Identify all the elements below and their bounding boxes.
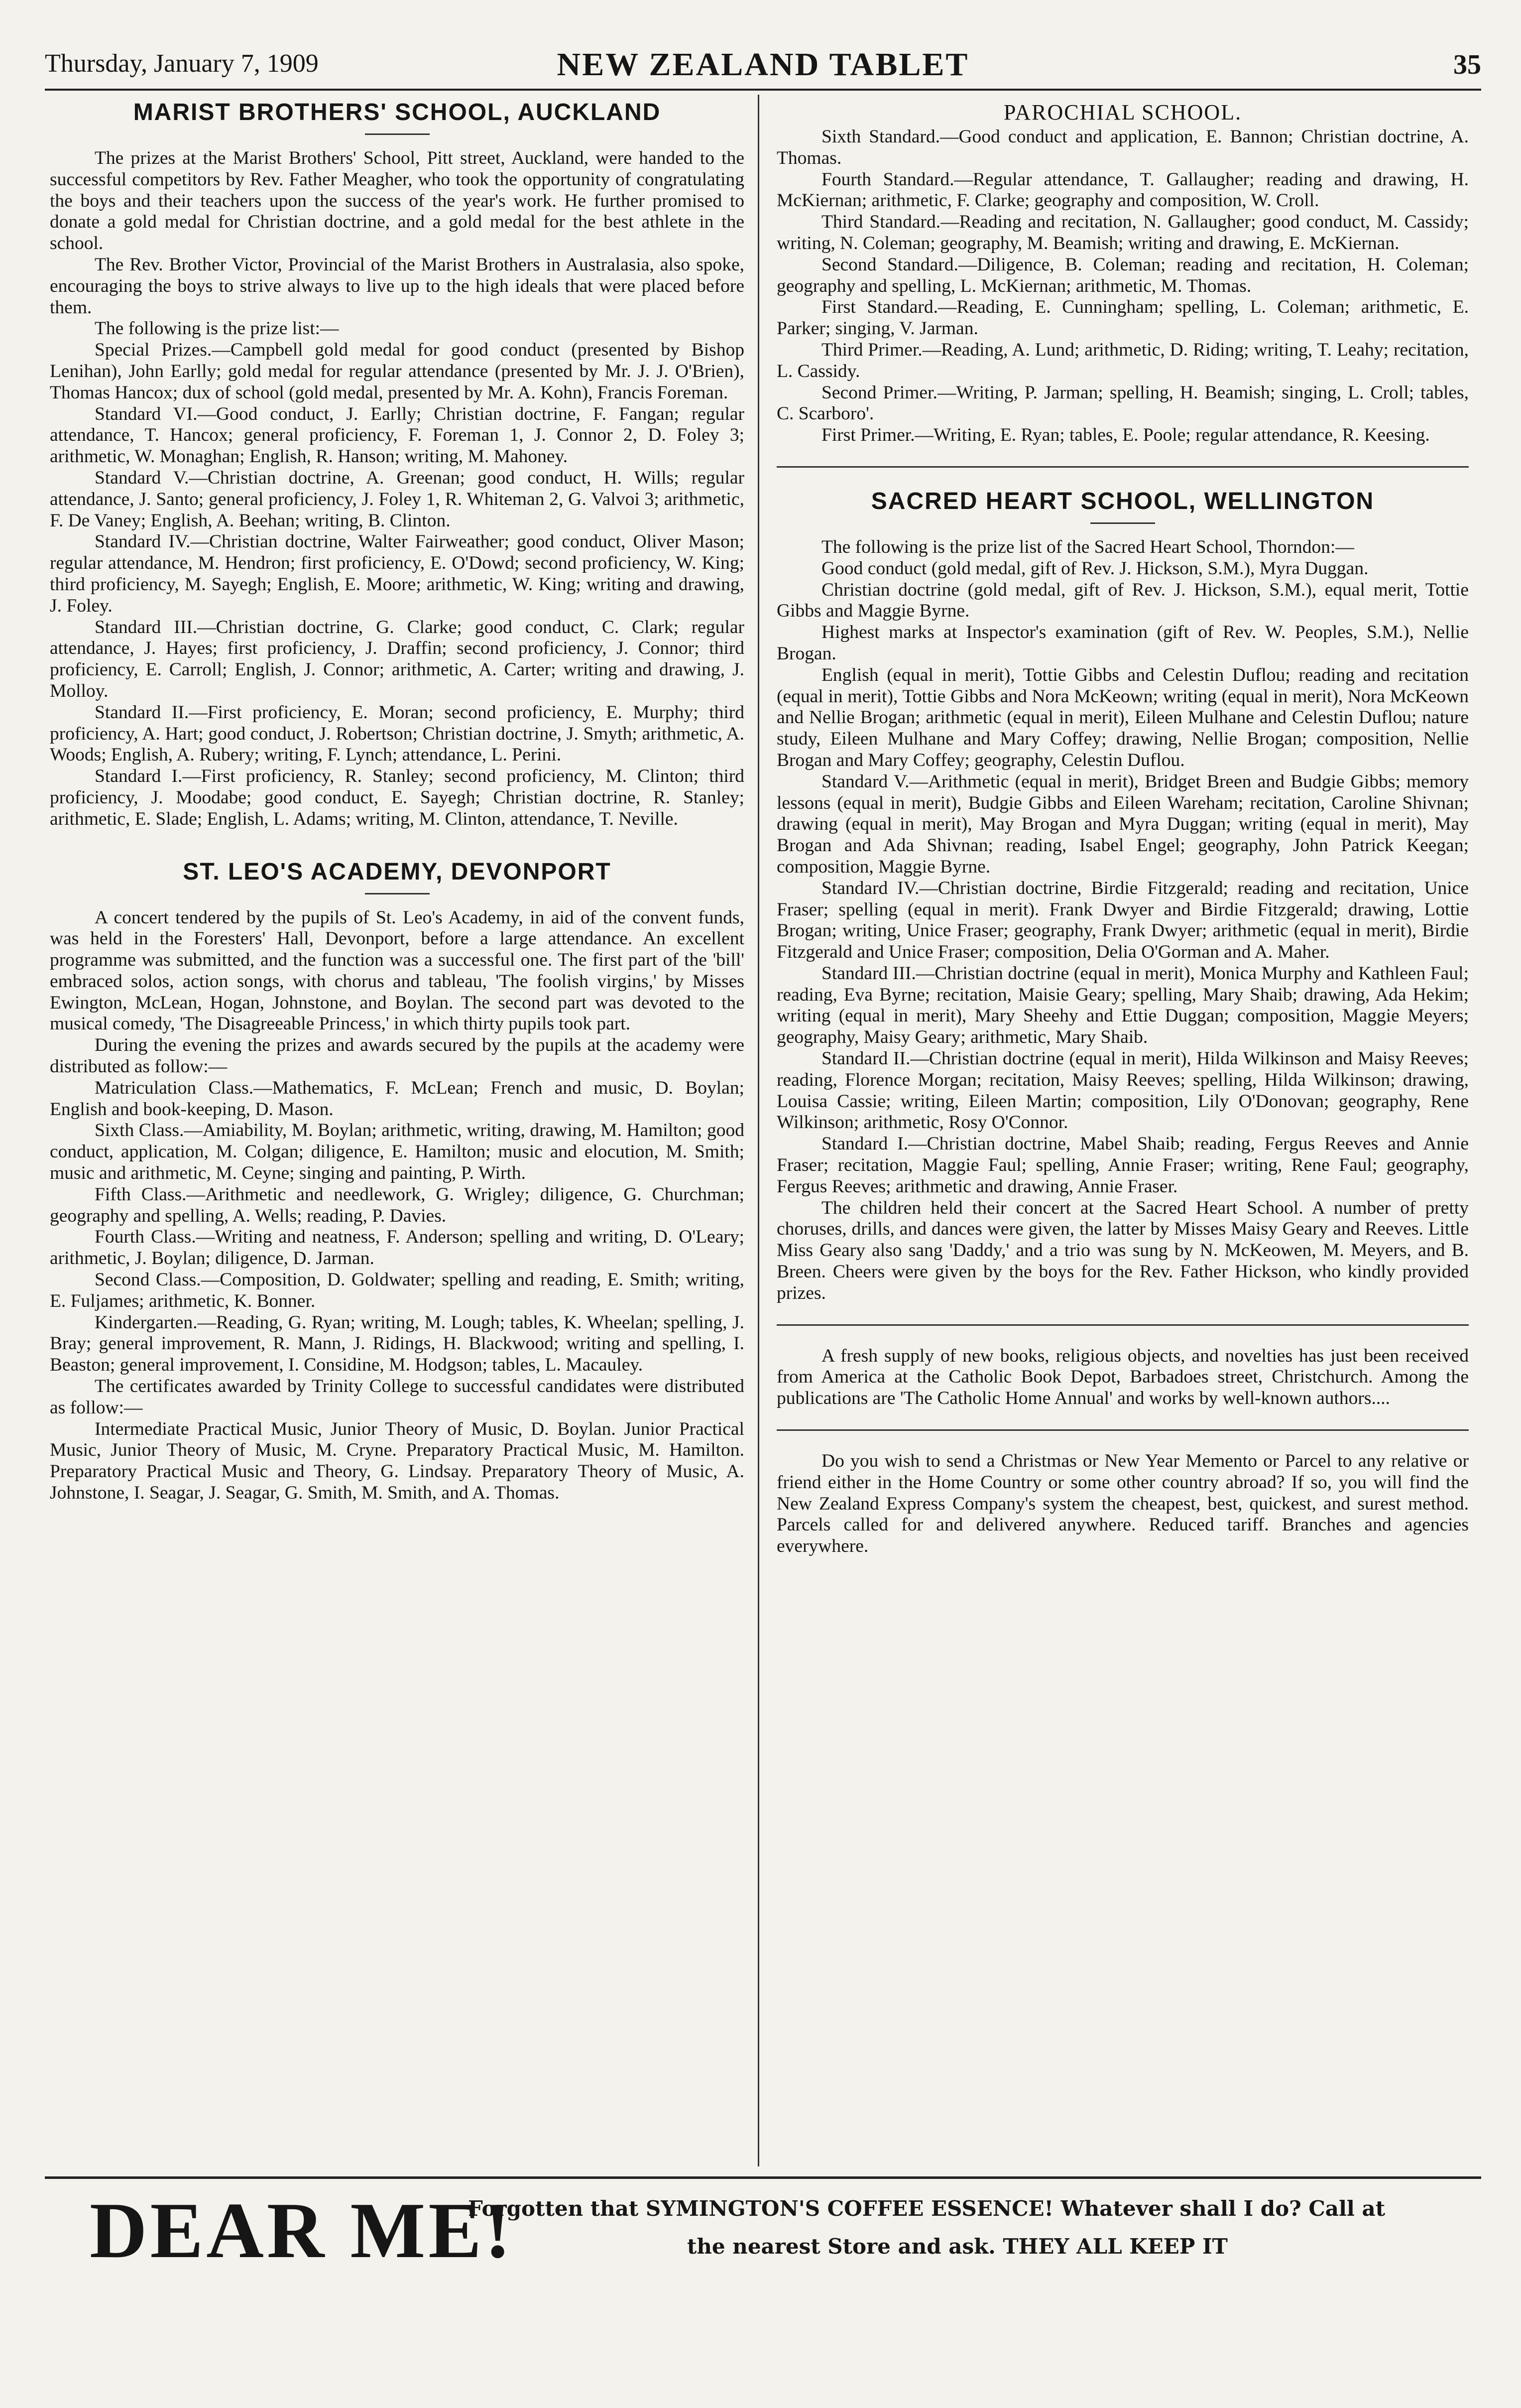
left-column (50, 99, 744, 1504)
article-paragraph: The Rev. Brother Victor, Provincial of the Marist Brothers in Australasia, also spoke, encouraging the boys to strive always to live up to the high ideals that were placed before them. (50, 254, 744, 318)
article-paragraph: English (equal in merit), Tottie Gibbs and Celestin Duflou; reading and recitation (equal in merit), Tottie Gibbs and Nora McKeown; writing (equal in merit), Nora McKeown and Nellie Brogan; arithmetic (equal in merit), Eileen Mulhane and Celestin Duflou; nature study, Eileen Mulhane and Mary Coffey; drawing, Nellie Brogan; composition, Nellie Brogan and Mary Coffey; geography, Celestin Duflou. (777, 664, 1469, 770)
article-paragraph: Special Prizes.—Campbell gold medal for good conduct (presented by Bishop Lenihan), John Earlly; gold medal for regular attendance (presented by Mr. J. J. O'Brien), Thomas Hancox; dux of school (gold medal, presented by Mr. A. Kohn), Francis Foreman. (50, 340, 744, 403)
article-paragraph: Matriculation Class.—Mathematics, F. McLean; French and music, D. Boylan; English and book-keeping, D. Mason. (50, 1077, 744, 1120)
article-paragraph: Good conduct (gold medal, gift of Rev. J. Hickson, S.M.), Myra Duggan. (821, 558, 1369, 579)
advert-headline: DEAR ME! (90, 2186, 514, 2275)
article-paragraph: The following is the prize list of the Sacred Heart School, Thorndon:— (821, 536, 1354, 557)
section-rule (777, 1324, 1469, 1326)
title-rule (365, 133, 430, 135)
title-rule (365, 893, 430, 894)
section-rule (777, 1429, 1469, 1431)
article-paragraph: Standard I.—Christian doctrine, Mabel Shaib; reading, Fergus Reeves and Annie Fraser; recitation, Maggie Faul; spelling, Annie Fraser; writing, Rene Faul; geography, Fergus Reeves; arithmetic and drawing, Annie Fraser. (777, 1134, 1469, 1197)
advert-line-2: the nearest Store and ask. THEY ALL KEEP IT (687, 2234, 1228, 2259)
article-title: MARIST BROTHERS' SCHOOL, AUCKLAND (133, 99, 661, 126)
page-number: 35 (1453, 49, 1481, 80)
article-paragraph: Third Primer.—Reading, A. Lund; arithmetic, D. Riding; writing, T. Leahy; recitation, L. Cassidy. (777, 339, 1469, 381)
article-paragraph: First Standard.—Reading, E. Cunningham; spelling, L. Coleman; arithmetic, E. Parker; singing, V. Jarman. (777, 297, 1469, 339)
article-paragraph: Kindergarten.—Reading, G. Ryan; writing, M. Lough; tables, K. Wheelan; spelling, J. Bray; general improvement, R. Mann, J. Ridings, H. Blackwood; writing and spelling, I. Beaston; general improvement, I. Considine, M. Hodgson; tables, L. Macauley. (50, 1312, 744, 1376)
column-divider (758, 95, 759, 2166)
article-paragraph: Fourth Class.—Writing and neatness, F. Anderson; spelling and writing, D. O'Leary; arithmetic, J. Boylan; diligence, D. Jarman. (50, 1227, 744, 1269)
issue-date: Thursday, January 7, 1909 (45, 49, 319, 78)
article-paragraph: Highest marks at Inspector's examination (gift of Rev. W. Peoples, S.M.), Nellie Brogan. (777, 622, 1469, 664)
article-paragraph: Fourth Standard.—Regular attendance, T. Gallaugher; reading and drawing, H. McKiernan; arithmetic, F. Clarke; geography and composition, W. Croll. (777, 169, 1469, 211)
article-paragraph: The prizes at the Marist Brothers' School, Pitt street, Auckland, were handed to the successful competitors by Rev. Father Meagher, who took the opportunity of congratulating the boys and their teachers upon the success of the year's work. He further promised to donate a gold medal for Christian doctrine, and a gold medal for the best athlete in the school. (50, 148, 744, 254)
article-paragraph: Intermediate Practical Music, Junior Theory of Music, D. Boylan. Junior Practical Music, Junior Theory of Music, M. Cryne. Preparatory Practical Music, M. Hamilton. Preparatory Practical Music and Theory, G. Lindsay. Preparatory Theory of Music, A. Johnstone, I. Seagar, J. Seagar, G. Smith, M. Smith, and A. Thomas. (50, 1418, 744, 1504)
notice-books: A fresh supply of new books, religious objects, and novelties has just been received from America at the Catholic Book Depot, Barbadoes street, Christchurch. Among the publications are 'The Catholic Home Annual' and works by well-known authors.... (777, 1345, 1469, 1409)
article-paragraph: Standard II.—First proficiency, E. Moran; second proficiency, E. Murphy; third proficiency, A. Hart; good conduct, J. Robertson; Christian doctrine, J. Smyth; arithmetic, A. Woods; English, A. Rubery; writing, F. Lynch; attendance, L. Perini. (50, 702, 744, 765)
article-paragraph: Standard IV.—Christian doctrine, Birdie Fitzgerald; reading and recitation, Unice Fraser; spelling (equal in merit). Frank Dwyer and Birdie Fitzgerald; drawing, Lottie Brogan; writing, Unice Fraser; geography, Frank Dwyer; arithmetic (equal in merit), Birdie Fitzgerald and Unice Fraser; composition, Delia O'Gorman and A. Maher. (777, 878, 1469, 963)
article-paragraph: Second Primer.—Writing, P. Jarman; spelling, H. Beamish; singing, L. Croll; tables, C. Scarboro'. (777, 382, 1469, 424)
article-paragraph: Standard I.—First proficiency, R. Stanley; second proficiency, M. Clinton; third proficiency, J. Moodabe; good conduct, E. Sayegh; Christian doctrine, R. Stanley; arithmetic, E. Slade; English, L. Adams; writing, M. Clinton, attendance, T. Neville. (50, 766, 744, 829)
article-paragraph: Sixth Standard.—Good conduct and application, E. Bannon; Christian doctrine, A. Thomas. (777, 127, 1469, 168)
article-paragraph: Second Class.—Composition, D. Goldwater; spelling and reading, E. Smith; writing, E. Fuljames; arithmetic, K. Bonner. (50, 1269, 744, 1311)
article-paragraph: During the evening the prizes and awards secured by the pupils at the academy were distributed as follow:— (50, 1035, 744, 1077)
section-gap (50, 830, 744, 858)
article-paragraph: Standard IV.—Christian doctrine, Walter Fairweather; good conduct, Oliver Mason; regular attendance, M. Hendron; first proficiency, E. O'Dowd; second proficiency, W. King; third proficiency, M. Sayegh; English, E. Moore; arithmetic, W. King; writing and drawing, J. Foley. (50, 531, 744, 616)
coffee-advert (90, 2185, 1484, 2285)
article-paragraph: Second Standard.—Diligence, B. Coleman; reading and recitation, H. Coleman; geography and spelling, L. McKiernan; arithmetic, M. Thomas. (777, 254, 1469, 296)
article-paragraph: First Primer.—Writing, E. Ryan; tables, E. Poole; regular attendance, R. Keesing. (821, 425, 1430, 446)
article-paragraph: Christian doctrine (gold medal, gift of Rev. J. Hickson, S.M.), equal merit, Tottie Gibbs and Maggie Byrne. (777, 579, 1469, 622)
page-header (45, 46, 1481, 86)
masthead-title: NEW ZEALAND TABLET (557, 46, 969, 83)
article-paragraph: The certificates awarded by Trinity College to successful candidates were distributed as follow:— (50, 1376, 744, 1418)
title-rule (1090, 522, 1155, 524)
article-title: ST. LEO'S ACADEMY, DEVONPORT (183, 858, 611, 885)
footer-rule (45, 2176, 1481, 2179)
article-paragraph: The children held their concert at the Sacred Heart School. A number of pretty choruses, drills, and dances were given, the latter by Misses Maisy Geary and Reeves. Little Miss Geary also sang 'Daddy,' and a trio was sung by N. McKeowen, M. Meyers, and B. Breen. Cheers were given by the boys for the Rev. Father Hickson, who kindly provided prizes. (777, 1197, 1469, 1303)
notice-express: Do you wish to send a Christmas or New Year Memento or Parcel to any relative or friend either in the Home Country or some other country abroad? If so, you will find the New Zealand Express Company's system the cheapest, best, quickest, and surest method. Parcels called for and delivered anywhere. Reduced tariff. Branches and agencies everywhere. (777, 1451, 1469, 1557)
article-paragraph: A concert tendered by the pupils of St. Leo's Academy, in aid of the convent funds, was held in the Foresters' Hall, Devonport, before a large attendance. An excellent programme was submitted, and the function was a successful one. The first part of the 'bill' embraced solos, action songs, with chorus and tableau, 'The foolish virgins,' by Misses Ewington, McLean, Hogan, Johnstone, and Boylan. The second part was devoted to the musical comedy, 'The Disagreeable Princess,' in which thirty pupils took part. (50, 907, 744, 1034)
article-paragraph: Fifth Class.—Arithmetic and needlework, G. Wrigley; diligence, G. Churchman; geography and spelling, A. Wells; reading, P. Davies. (50, 1184, 744, 1226)
article-paragraph: Standard III.—Christian doctrine (equal in merit), Monica Murphy and Kathleen Faul; reading, Eva Byrne; recitation, Maisie Geary; spelling, Mary Shaib; drawing, Ada Hekim; writing (equal in merit), Mary Sheehy and Ettie Duggan; composition, Maggie Meyers; geography, Maisy Geary; arithmetic, Mary Shaib. (777, 963, 1469, 1048)
article-paragraph: Third Standard.—Reading and recitation, N. Gallaugher; good conduct, M. Cassidy; writing, N. Coleman; geography, M. Beamish; writing and drawing, E. McKiernan. (777, 212, 1469, 253)
article-paragraph: Standard V.—Christian doctrine, A. Greenan; good conduct, H. Wills; regular attendance, J. Santo; general proficiency, J. Foley 1, R. Whiteman 2, G. Valvoi 3; arithmetic, F. De Vaney; English, A. Beehan; writing, B. Clinton. (50, 467, 744, 531)
article-title: PAROCHIAL SCHOOL. (1003, 100, 1242, 125)
article-paragraph: Standard V.—Arithmetic (equal in merit), Bridget Breen and Budgie Gibbs; memory lessons (equal in merit), Budgie Gibbs and Eileen Wareham; recitation, Caroline Shivnan; drawing (equal in merit), May Brogan and Myra Duggan; writing (equal in merit), May Brogan and Ada Shivnan; reading, Isabel Engel; geography, John Patrick Keegan; composition, Maggie Byrne. (777, 771, 1469, 877)
article-title: SACRED HEART SCHOOL, WELLINGTON (871, 488, 1375, 514)
article-paragraph: Sixth Class.—Amiability, M. Boylan; arithmetic, writing, drawing, M. Hamilton; good conduct, application, M. Colgan; diligence, E. Hamilton; music and elocution, M. Smith; music and arithmetic, M. Ceyne; singing and painting, P. Wirth. (50, 1120, 744, 1184)
article-paragraph: Standard II.—Christian doctrine (equal in merit), Hilda Wilkinson and Maisy Reeves; reading, Florence Morgan; recitation, Maisy Reeves; spelling, Hilda Wilkinson; drawing, Louisa Cassie; writing, Eileen Martin; composition, Lily O'Donovan; geography, Rene Wilkinson; arithmetic, Rosy O'Connor. (777, 1048, 1469, 1133)
right-column (777, 99, 1469, 1557)
article-paragraph: The following is the prize list:— (95, 318, 339, 339)
article-paragraph: Standard III.—Christian doctrine, G. Clarke; good conduct, C. Clark; regular attendance, J. Hayes; first proficiency, J. Draffin; second proficiency, J. Connor; third proficiency, E. Carroll; English, J. Connor; arithmetic, A. Carter; writing and drawing, J. Molloy. (50, 617, 744, 701)
article-paragraph: Standard VI.—Good conduct, J. Earlly; Christian doctrine, F. Fangan; regular attendance, T. Hancox; general proficiency, F. Foreman 1, J. Connor 2, D. Foley 3; arithmetic, W. Monaghan; English, R. Hanson; writing, M. Mahoney. (50, 403, 744, 467)
section-rule (777, 466, 1469, 468)
header-rule (45, 89, 1481, 91)
advert-line-1: Forgotten that SYMINGTON'S COFFEE ESSENCE! Whatever shall I do? Call at (468, 2196, 1386, 2221)
